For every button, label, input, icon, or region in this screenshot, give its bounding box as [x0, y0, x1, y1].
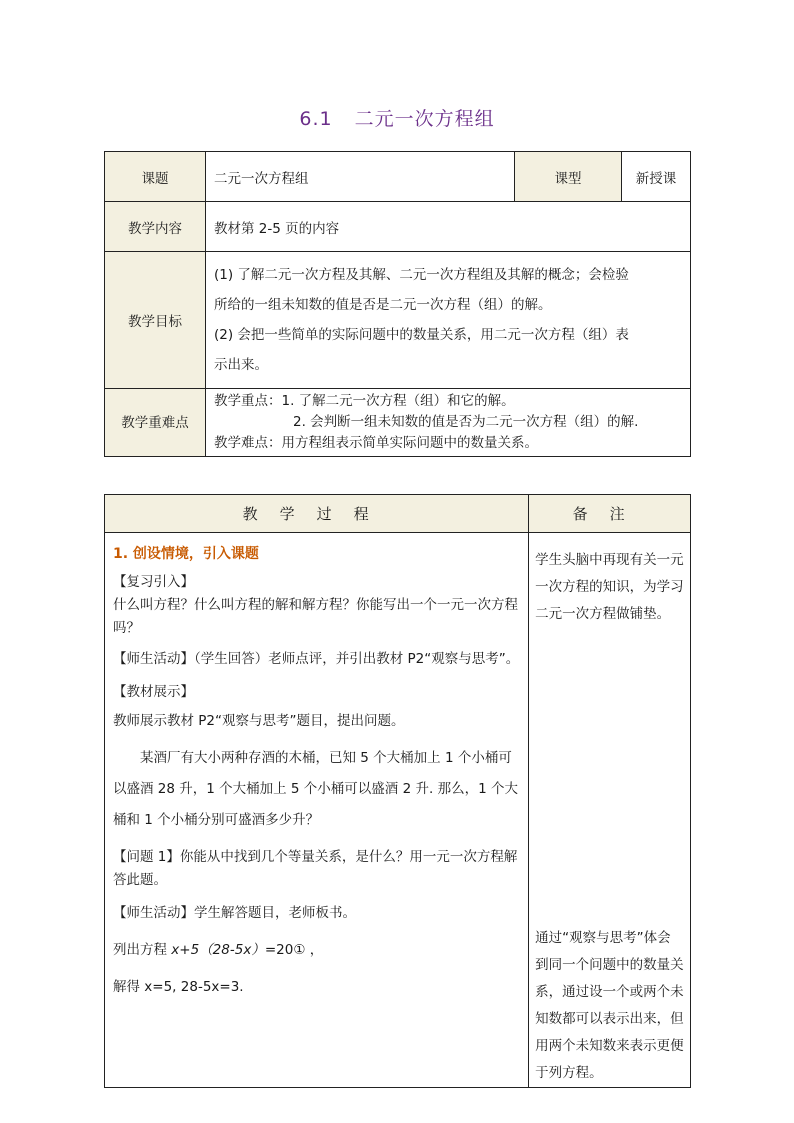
note-text: 通过“观察与思考”体会到同一个问题中的数量关系，通过设一个或两个未知数都可以表示出来，但用两个未知数来表示更便于列方程。 — [535, 930, 684, 1081]
type-value: 新授课 — [622, 152, 691, 202]
topic-label: 课题 — [105, 152, 206, 202]
type-label: 课型 — [515, 152, 622, 202]
content-label: 教学内容 — [105, 202, 206, 252]
page-title — [0, 104, 794, 131]
section-heading: 1. 创设情境，引入课题 — [113, 546, 259, 562]
process-header: 教学过程 — [105, 495, 529, 533]
focus-row — [105, 389, 691, 457]
goal-line: 所给的一组未知数的值是否是二元一次方程（组）的解。 — [214, 297, 552, 313]
focus-line: 2. 会判断一组未知数的值是否为二元一次方程（组）的解. — [293, 414, 639, 430]
focus-line: 教学重点：1. 了解二元一次方程（组）和它的解。 — [214, 393, 515, 409]
activity-text: 【师生活动】学生解答题目，老师板书。 — [113, 905, 356, 921]
content-row — [105, 202, 691, 252]
review-block — [113, 571, 520, 640]
process-header-row — [105, 495, 691, 533]
notes-header: 备注 — [529, 495, 691, 533]
equation-suffix: =20① ， — [264, 942, 324, 958]
goal-text — [206, 252, 691, 389]
display-text: 教师展示教材 P2“观察与思考”题目，提出问题。 — [113, 713, 405, 729]
display-tag: 【教材展示】 — [113, 684, 194, 700]
equation-line — [113, 939, 520, 962]
review-text: 什么叫方程？什么叫方程的解和解方程？你能写出一个一元一次方程吗？ — [113, 597, 518, 636]
goal-line: (2) 会把一些简单的实际问题中的数量关系，用二元一次方程（组）表 — [214, 327, 629, 343]
activity-text: 【师生活动】（学生回答）老师点评，并引出教材 P2“观察与思考”。 — [113, 651, 520, 667]
display-block — [113, 681, 520, 733]
goal-label: 教学目标 — [105, 252, 206, 389]
review-tag: 【复习引入】 — [113, 574, 194, 590]
notes-content — [529, 533, 691, 1088]
solution-line: 解得 x=5, 28-5x=3. — [113, 979, 244, 995]
topic-value: 二元一次方程组 — [206, 152, 515, 202]
process-content — [105, 533, 529, 1088]
focus-label: 教学重难点 — [105, 389, 206, 457]
focus-line: 教学难点：用方程组表示简单实际问题中的数量关系。 — [214, 435, 538, 451]
goal-line: 示出来。 — [214, 357, 268, 373]
content-value: 教材第 2-5 页的内容 — [206, 202, 691, 252]
lesson-info-table — [104, 151, 691, 457]
equation-prefix: 列出方程 — [113, 942, 172, 958]
topic-row — [105, 152, 691, 202]
focus-text — [206, 389, 691, 457]
title-text: 二元一次方程组 — [354, 108, 495, 130]
question-text: 【问题 1】你能从中找到几个等量关系，是什么？用一元一次方程解答此题。 — [113, 849, 518, 888]
goal-row — [105, 252, 691, 389]
problem-story: 某酒厂有大小两种存酒的木桶，已知 5 个大桶加上 1 个小桶可以盛酒 28 升，1 个大桶加上 5 个小桶可以盛酒 2 升. 那么，1 个大桶和 1 个小桶分别可盛酒多少升？ — [113, 750, 518, 828]
equation-expression: x+5（28-5x） — [171, 942, 265, 958]
process-table — [104, 494, 691, 1088]
note-text: 学生头脑中再现有关一元一次方程的知识，为学习二元一次方程做铺垫。 — [535, 552, 684, 622]
process-body-row — [105, 533, 691, 1088]
title-number: 6.1 — [299, 108, 333, 130]
goal-line: (1) 了解二元一次方程及其解、二元一次方程组及其解的概念；会检验 — [214, 267, 629, 283]
